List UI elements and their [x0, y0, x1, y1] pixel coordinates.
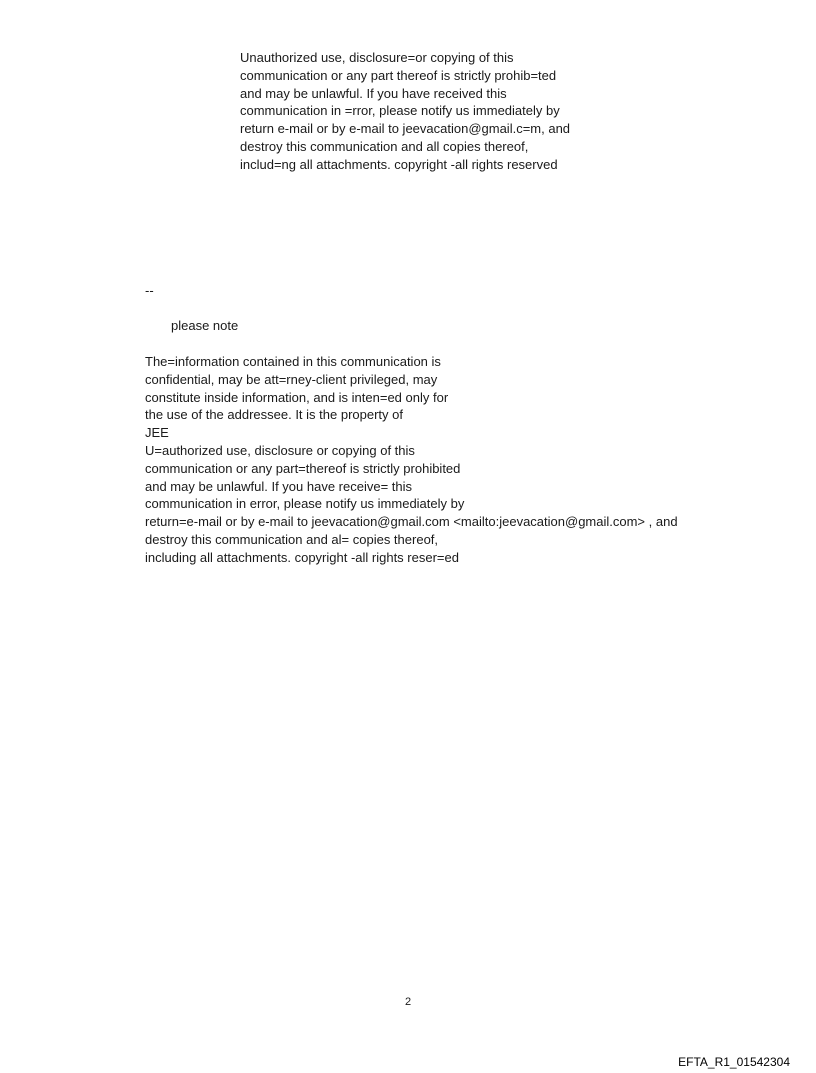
- text-line: constitute inside information, and is inten=ed only for: [145, 389, 449, 405]
- disclaimer-block-indented: [240, 49, 570, 174]
- text-line: includ=ng all attachments. copyright -all rights reserved: [240, 156, 558, 172]
- text-line: destroy this communication and all copies thereof,: [240, 138, 529, 154]
- text-line: communication or any part=thereof is strictly prohibited: [145, 460, 461, 476]
- text-line: and may be unlawful. If you have received this: [240, 85, 507, 101]
- text-line: Unauthorized use, disclosure=or copying of this: [240, 50, 514, 65]
- text-line: communication in error, please notify us immediately by: [145, 496, 465, 512]
- text-line: communication in =rror, please notify us immediately by: [240, 103, 560, 119]
- signature-separator: --: [145, 283, 154, 298]
- text-line: and may be unlawful. If you have receive= this: [145, 478, 413, 494]
- page-number: 2: [404, 996, 412, 1008]
- text-line: The=information contained in this communication is: [145, 354, 441, 369]
- text-line: communication or any part thereof is strictly prohib=ted: [240, 67, 557, 83]
- text-line: U=authorized use, disclosure or copying of this: [145, 442, 415, 458]
- text-line: the use of the addressee. It is the property of: [145, 407, 403, 423]
- text-line: JEE: [145, 425, 169, 441]
- text-line: including all attachments. copyright -all rights reser=ed: [145, 549, 459, 565]
- text-line: confidential, may be att=rney-client privileged, may: [145, 371, 438, 387]
- bates-number: EFTA_R1_01542304: [678, 1055, 790, 1069]
- text-line: destroy this communication and al= copies thereof,: [145, 531, 439, 547]
- text-line: return=e-mail or by e-mail to jeevacation@gmail.com <mailto:jeevacation@gmail.com> , and: [145, 514, 678, 530]
- note-heading: please note: [171, 318, 239, 333]
- disclaimer-block-main: [145, 353, 678, 567]
- text-line: return e-mail or by e-mail to jeevacation@gmail.c=m, and: [240, 121, 571, 137]
